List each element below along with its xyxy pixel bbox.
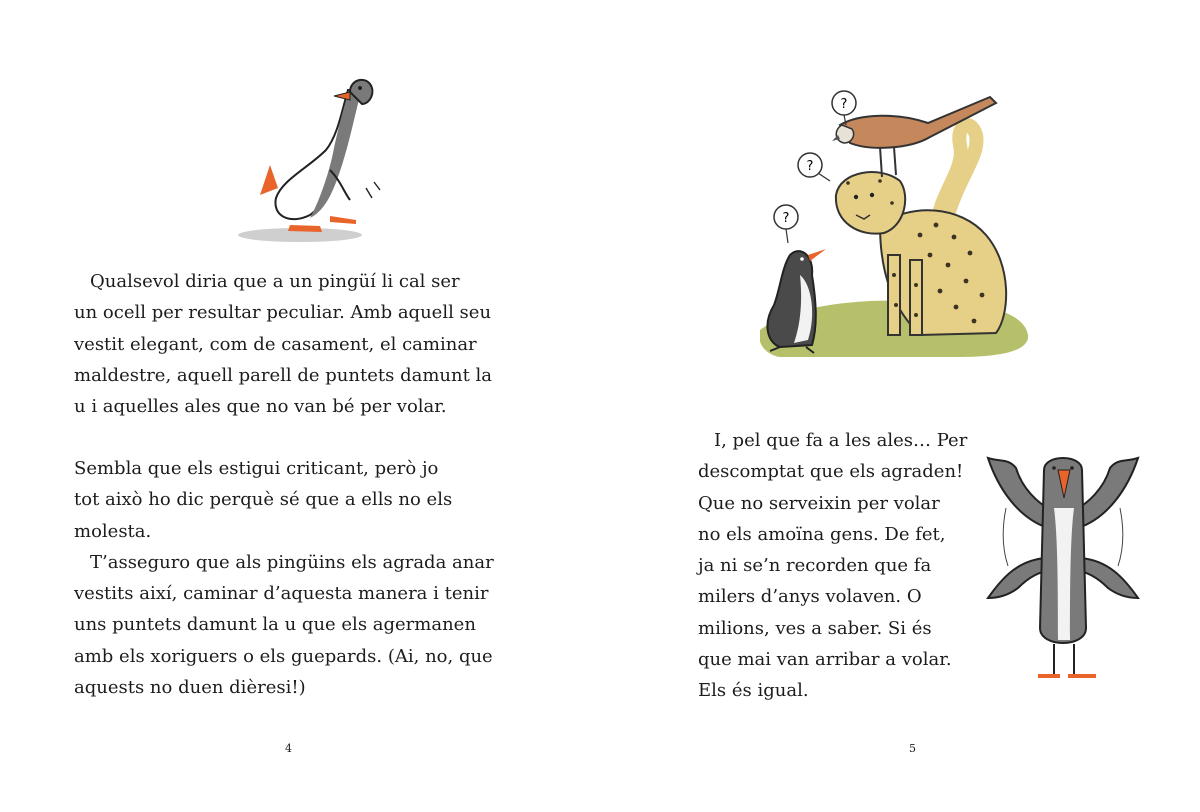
question-mark: ? [840, 97, 848, 112]
text-line: Sembla que els estigui criticant, però jo [74, 458, 439, 479]
walking-penguin-illustration [230, 70, 400, 250]
question-bubble [798, 153, 830, 181]
flapping-penguin-illustration [978, 448, 1148, 688]
text-line: vestits així, caminar d’aquesta manera i tenir [74, 583, 489, 605]
text-line: aquests no duen dièresi!) [74, 677, 306, 699]
text-line: maldestre, aquell parell de puntets damunt la [74, 364, 493, 386]
page-number-left: 4 [285, 742, 292, 755]
text-line: milions, ves a saber. Si és [698, 617, 932, 639]
page-number-right: 5 [909, 742, 916, 755]
left-paragraph-2 [74, 453, 494, 703]
question-mark: ? [782, 211, 790, 226]
text-line: T’asseguro que als pingüins els agrada anar [90, 551, 494, 573]
text-line: Que no serveixin per volar [698, 492, 940, 514]
question-mark: ? [806, 159, 814, 174]
text-line: no els amoïna gens. De fet, [698, 523, 946, 545]
left-paragraph-1 [74, 266, 492, 422]
text-line: que mai van arribar a volar. [698, 649, 952, 671]
right-paragraph [698, 425, 967, 707]
text-line: Qualsevol diria que a un pingüí li cal ser [90, 271, 460, 292]
text-line: molesta. [74, 520, 152, 542]
question-bubble [774, 205, 798, 243]
text-line: uns puntets damunt la u que els agermanen [74, 614, 476, 636]
text-line: u i aquelles ales que no van bé per volar. [74, 396, 447, 418]
text-line: un ocell per resultar peculiar. Amb aquell seu [74, 302, 492, 324]
cheetah-kestrel-penguin-illustration [760, 85, 1030, 365]
text-line: milers d’anys volaven. O [698, 586, 922, 608]
text-line: ja ni se’n recorden que fa [698, 555, 932, 577]
text-line: Els és igual. [698, 680, 809, 702]
text-line: descomptat que els agraden! [698, 461, 964, 483]
text-line: vestit elegant, com de casament, el caminar [74, 333, 477, 355]
right-page [600, 0, 1200, 812]
text-line: amb els xoriguers o els guepards. (Ai, no, que [74, 645, 493, 667]
text-line: tot això ho dic perquè sé que a ells no els [74, 489, 453, 511]
text-line: I, pel que fa a les ales… Per [714, 430, 968, 451]
